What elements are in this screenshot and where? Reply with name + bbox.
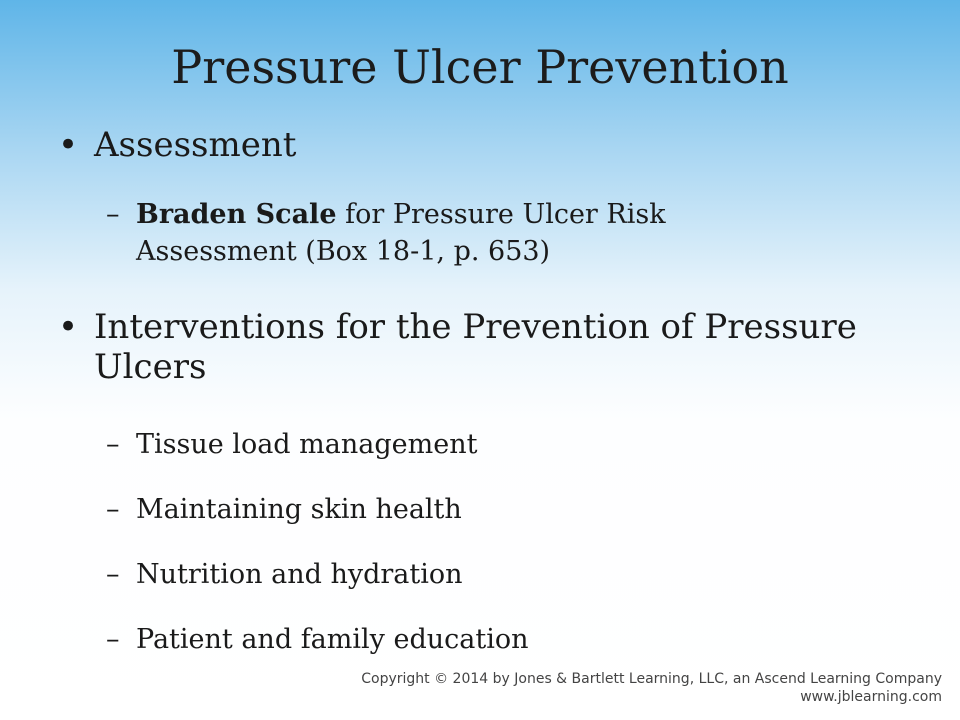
subitem-text: Maintaining skin health bbox=[136, 494, 462, 525]
bullet-assessment bbox=[58, 125, 918, 165]
subitem-skin-health bbox=[106, 491, 906, 528]
bullet-marker: • bbox=[58, 125, 79, 165]
braden-line2: Assessment (Box 18-1, p. 653) bbox=[136, 236, 551, 267]
dash-marker: – bbox=[106, 429, 120, 460]
dash-marker: – bbox=[106, 494, 120, 525]
subitem-text: Nutrition and hydration bbox=[136, 559, 463, 590]
bullet-text bbox=[94, 307, 918, 387]
subitem-nutrition bbox=[106, 556, 906, 593]
website-text: www.jblearning.com bbox=[800, 689, 942, 705]
subitem-education bbox=[106, 621, 906, 658]
subitem-text: Patient and family education bbox=[136, 624, 529, 655]
copyright-footer bbox=[361, 670, 942, 706]
dash-marker: – bbox=[106, 199, 120, 230]
dash-marker: – bbox=[106, 624, 120, 655]
interventions-line1: Interventions for the Prevention of Pressure bbox=[94, 307, 857, 347]
braden-line1-rest: for Pressure Ulcer Risk bbox=[336, 199, 666, 230]
subitem-text bbox=[136, 196, 906, 270]
interventions-line2: Ulcers bbox=[94, 347, 207, 387]
subitem-tissue-load bbox=[106, 426, 906, 463]
dash-marker: – bbox=[106, 559, 120, 590]
bullet-interventions bbox=[58, 307, 918, 387]
slide-title: Pressure Ulcer Prevention bbox=[171, 40, 789, 94]
bullet-text: Assessment bbox=[94, 125, 297, 165]
bullet-marker: • bbox=[58, 307, 79, 347]
copyright-text: Copyright © 2014 by Jones & Bartlett Learning, LLC, an Ascend Learning Company bbox=[361, 671, 942, 687]
subitem-text: Tissue load management bbox=[136, 429, 478, 460]
braden-scale-bold: Braden Scale bbox=[136, 199, 337, 230]
subitem-braden-scale bbox=[106, 196, 906, 270]
